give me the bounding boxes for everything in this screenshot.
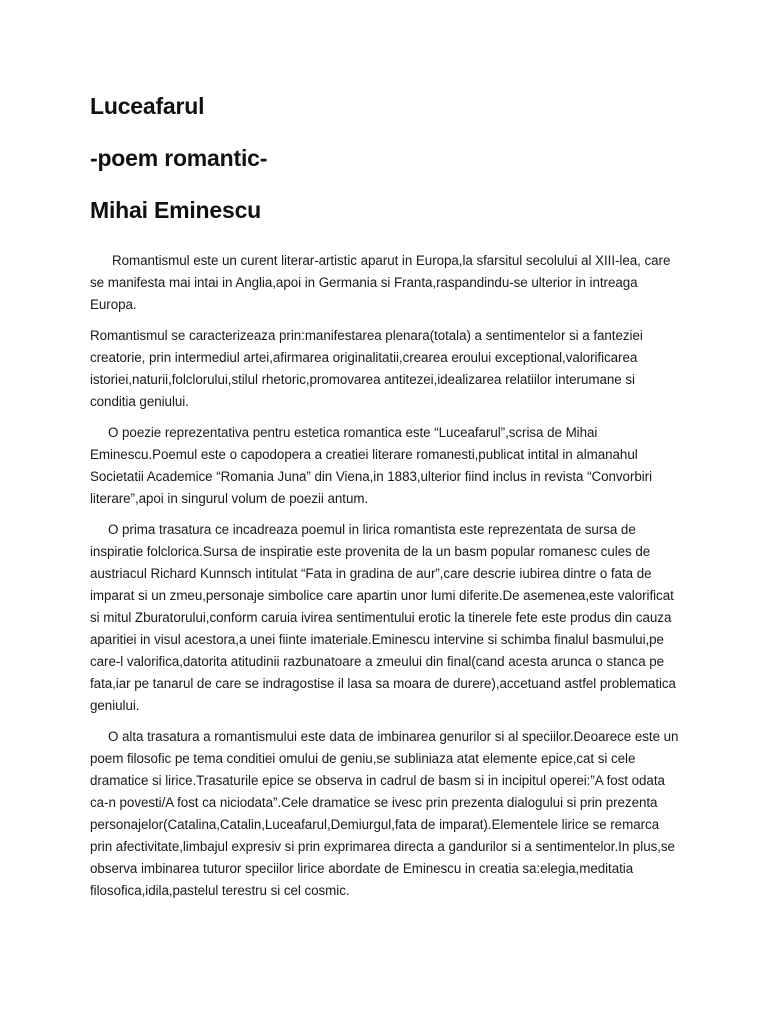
paragraph-second-trait: O alta trasatura a romantismului este data de imbinarea genurilor si al speciilor.Deoarece este un poem filosofic pe tema conditiei omului de geniu,se subliniaza atat elemente epice,cat si cele dramatice si lirice.Trasaturile epice se observa in cadrul de basm si in incipitul operei:”A fost odata ca-n povesti/A fost ca niciodata”.Cele dramatice se ivesc prin prezenta dialogului si prin prezenta personajelor(Catalina,Catalin,Luceafarul,Demiurgul,fata de imparat).Elementele lirice se remarca prin afectivitate,limbajul expresiv si prin exprimarea directa a gandurilor si a sentimentelor.In plus,se observa imbinarea tuturor speciilor lirice abordate de Eminescu in creatia sa:elegia,meditatia filosofica,idila,pastelul terestru si cel cosmic. <box>90 729 679 898</box>
document-page <box>90 92 680 911</box>
paragraph-representative-poem: O poezie reprezentativa pentru estetica romantica este “Luceafarul”,scrisa de Mihai Eminescu.Poemul este o capodopera a creatiei literare romanesti,publicat intital in almanahul Societatii Academice “Romania Juna” din Viena,in 1883,ulterior fiind inclus in revista “Convorbiri literare”,apoi in singurul volum de poezii antum. <box>90 425 653 506</box>
document-subtitle: -poem romantic- <box>90 145 268 171</box>
paragraph-intro: Romantismul este un curent literar-artistic aparut in Europa,la sfarsitul secolului al XIII-lea, care se manifesta mai intai in Anglia,apoi in Germania si Franta,raspandindu-se ulterior in intreaga Europa. <box>90 253 671 312</box>
document-author: Mihai Eminescu <box>90 197 262 223</box>
paragraph-characteristics: Romantismul se caracterizeaza prin:manifestarea plenara(totala) a sentimentelor si a fanteziei creatorie, prin intermediul artei,afirmarea originalitatii,crearea eroului exceptional,valorificarea istoriei,naturii,folclorului,stilul rhetoric,promovarea antitezei,idealizarea relatiilor interumane si conditia geniului. <box>90 328 643 409</box>
document-title: Luceafarul <box>90 93 205 119</box>
paragraph-first-trait: O prima trasatura ce incadreaza poemul in lirica romantista este reprezentata de sursa de inspiratie folclorica.Sursa de inspiratie este provenita de la un basm popular romanesc cules de austriacul Richard Kunnsch intitulat “Fata in gradina de aur”,care descrie iubirea dintre o fata de imparat si un zmeu,personaje simbolice care apartin unor lumi diferite.De asemenea,este valorificat si mitul Zburatorului,conform caruia ivirea sentimentului erotic la tinerele fete este produs din cauza aparitiei in visul acestora,a unei fiinte imateriale.Eminescu intervine si schimba finalul basmului,pe care-l valorifica,datorita atitudinii razbunatoare a zmeului din final(cand acesta arunca o stanca pe fata,iar pe tanarul de care se indragostise il lasa sa moara de durere),accetuand astfel problematica geniului. <box>90 522 676 713</box>
